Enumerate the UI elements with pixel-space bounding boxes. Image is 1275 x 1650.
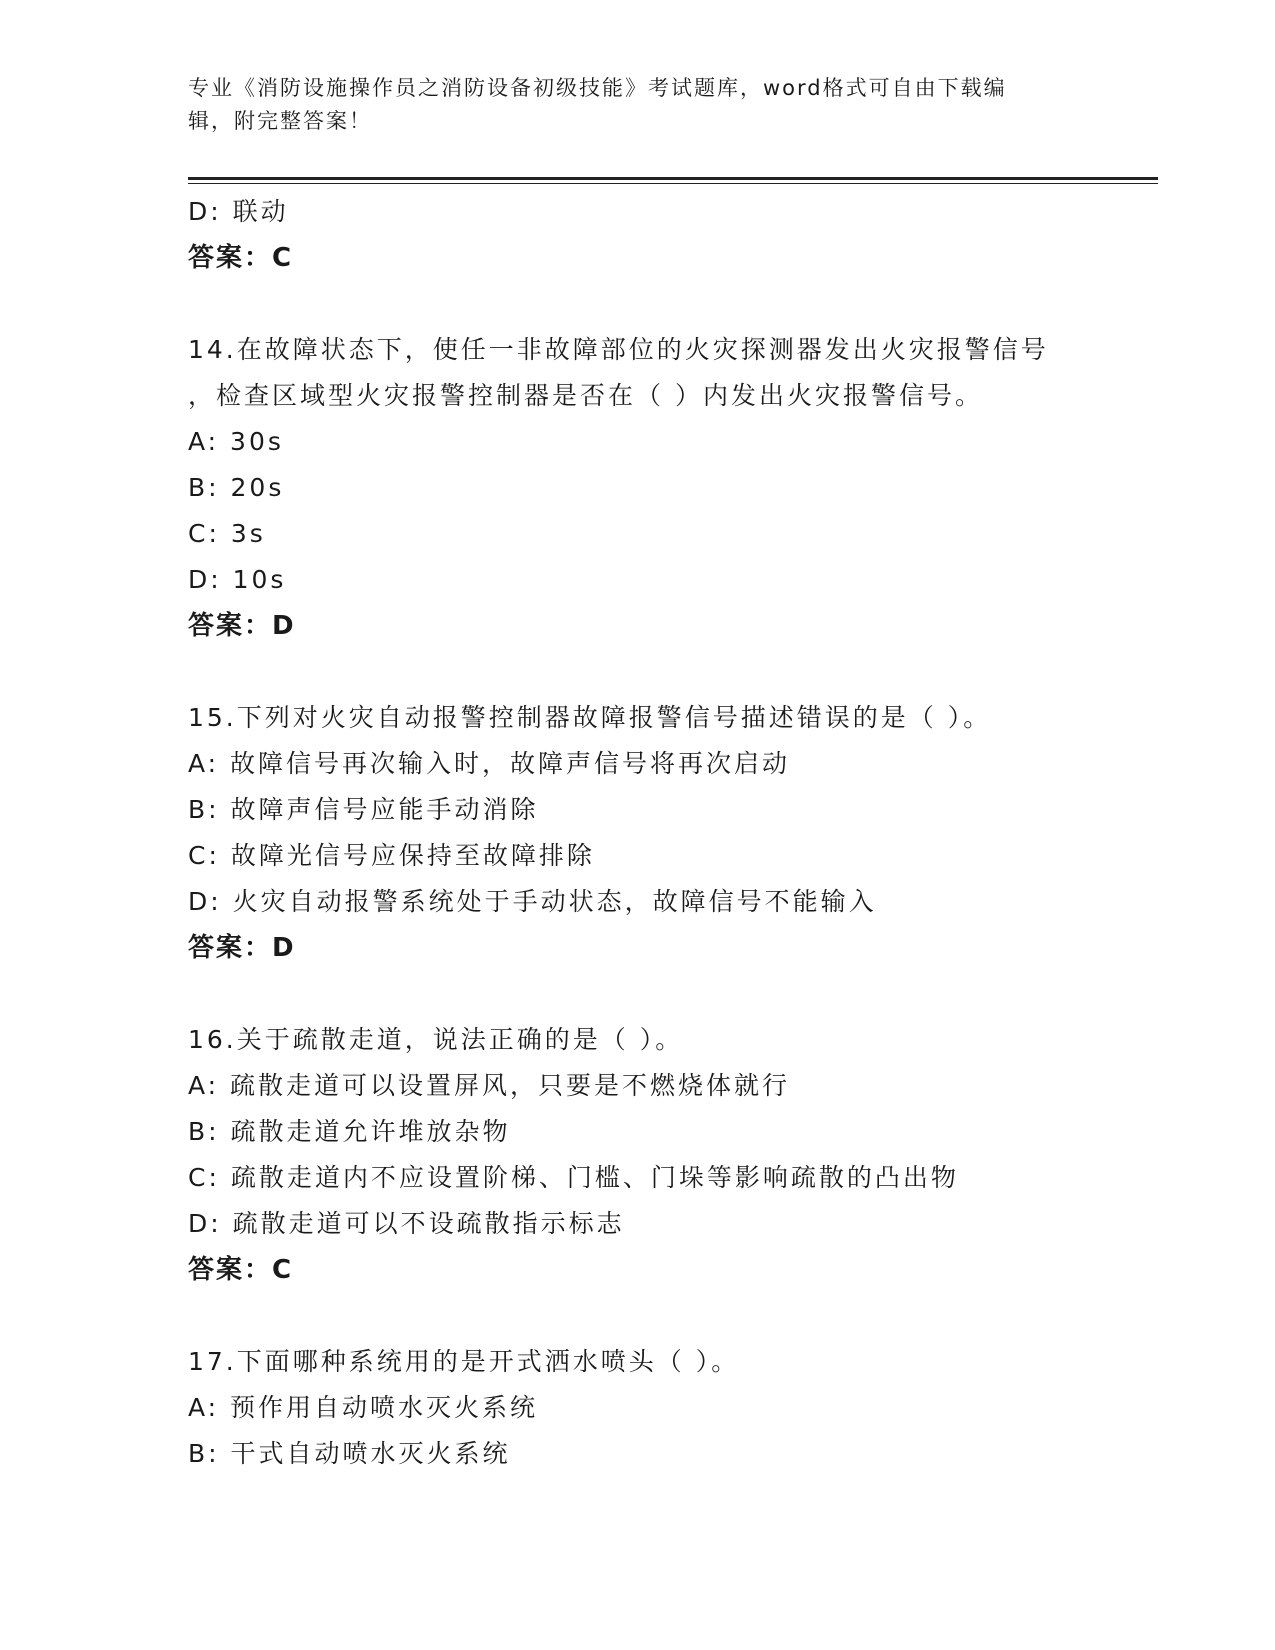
option-d: D: 10s (188, 565, 287, 594)
option-b: B: 故障声信号应能手动消除 (188, 795, 539, 824)
option-a: A: 30s (188, 427, 284, 456)
option-c: C: 故障光信号应保持至故障排除 (188, 841, 595, 870)
option-a: A: 故障信号再次输入时，故障声信号将再次启动 (188, 749, 791, 778)
option-d: D: 火灾自动报警系统处于手动状态，故障信号不能输入 (188, 887, 877, 916)
spacer (188, 971, 1148, 1017)
question-stem: 17.下面哪种系统用的是开式洒水喷头（ ）。 (188, 1347, 740, 1376)
header-divider-thin (188, 183, 1158, 184)
header-line-1: 专业《消防设施操作员之消防设备初级技能》考试题库，word格式可自由下载编 (188, 76, 1007, 100)
document-header (188, 72, 1088, 138)
spacer (188, 1293, 1148, 1339)
option-d: D: 疏散走道可以不设疏散指示标志 (188, 1209, 625, 1238)
spacer (188, 281, 1148, 327)
question-16 (188, 1017, 1148, 1293)
question-17 (188, 1339, 1148, 1477)
answer-line: 答案：C (188, 243, 294, 273)
header-divider-thick (188, 177, 1158, 180)
question-stem: 15.下列对火灾自动报警控制器故障报警信号描述错误的是（ ）。 (188, 703, 992, 732)
option-a: A: 疏散走道可以设置屏风，只要是不燃烧体就行 (188, 1071, 791, 1100)
previous-question-tail (188, 189, 1148, 281)
question-15 (188, 695, 1148, 971)
answer-line: 答案：D (188, 933, 296, 963)
question-stem: 16.关于疏散走道，说法正确的是（ ）。 (188, 1025, 684, 1054)
option-c: C: 疏散走道内不应设置阶梯、门槛、门垛等影响疏散的凸出物 (188, 1163, 959, 1192)
question-stem: 14.在故障状态下，使任一非故障部位的火灾探测器发出火灾报警信号 (188, 335, 1049, 364)
spacer (188, 649, 1148, 695)
option-b: B: 干式自动喷水灭火系统 (188, 1439, 511, 1468)
option-d: D: 联动 (188, 197, 289, 226)
option-a: A: 预作用自动喷水灭火系统 (188, 1393, 539, 1422)
answer-line: 答案：C (188, 1255, 294, 1285)
header-line-2: 辑，附完整答案！ (188, 109, 372, 133)
option-b: B: 20s (188, 473, 285, 502)
answer-line: 答案：D (188, 611, 296, 641)
question-stem-continued: ，检查区域型火灾报警控制器是否在（ ）内发出火灾报警信号。 (188, 381, 983, 410)
question-list (188, 189, 1148, 1477)
option-b: B: 疏散走道允许堆放杂物 (188, 1117, 511, 1146)
option-c: C: 3s (188, 519, 266, 548)
question-14 (188, 327, 1148, 649)
